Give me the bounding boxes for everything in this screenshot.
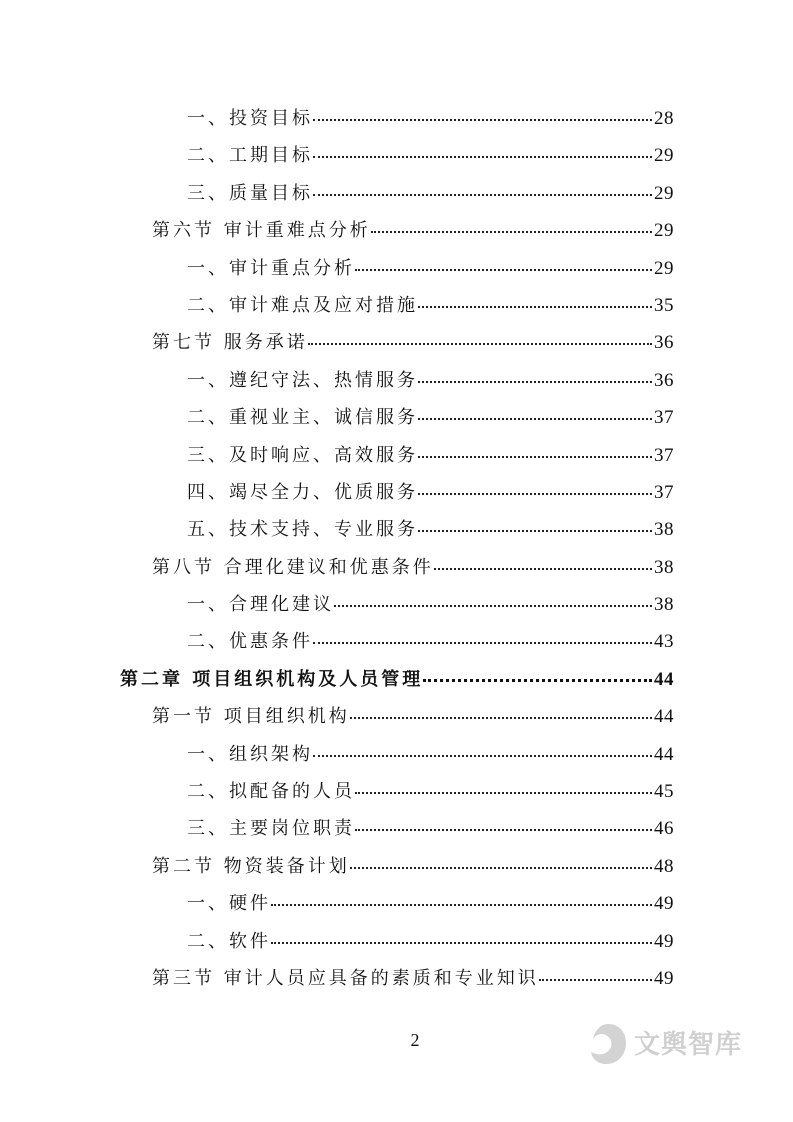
dot-leader (418, 493, 652, 495)
dot-leader (355, 792, 652, 794)
toc-entry-page: 37 (654, 444, 674, 466)
toc-subsection-row (120, 100, 674, 137)
toc-entry-title: 二、软件 (187, 930, 271, 952)
toc-entry-title: 一、组织架构 (187, 743, 313, 765)
toc-subsection-row (120, 399, 674, 436)
toc-entry-page: 35 (654, 294, 674, 316)
toc-entry-title: 第一节 项目组织机构 (152, 706, 350, 728)
page-number: 2 (410, 1030, 420, 1050)
toc-subsection-row (120, 437, 674, 474)
toc-section-row (120, 212, 674, 249)
toc-subsection-row (120, 773, 674, 810)
toc-entry-page: 38 (654, 594, 674, 616)
toc-entry-page: 49 (654, 967, 674, 989)
toc-entry-title: 第二章 项目组织机构及人员管理 (120, 668, 424, 690)
toc-entry-page: 29 (654, 257, 674, 279)
dot-leader (539, 979, 652, 981)
toc-subsection-row (120, 474, 674, 511)
toc-entry-page: 29 (654, 145, 674, 167)
toc-entry-title: 一、投资目标 (187, 108, 313, 129)
toc-subsection-row (120, 362, 674, 399)
toc-entry-title: 三、质量目标 (187, 182, 313, 204)
toc-entry-page: 49 (654, 893, 674, 915)
toc-section-row (120, 549, 674, 586)
toc-subsection-row (120, 137, 674, 174)
dot-leader (334, 605, 652, 607)
toc-entry-title: 二、重视业主、诚信服务 (187, 407, 418, 429)
dot-leader (308, 343, 652, 345)
toc-entry-title: 第六节 审计重难点分析 (152, 220, 371, 242)
dot-leader (371, 231, 652, 233)
toc-entry-page: 29 (654, 182, 674, 204)
toc-entry-title: 二、工期目标 (187, 145, 313, 167)
dot-leader (355, 269, 652, 271)
dot-leader (418, 306, 652, 308)
toc-entry-title: 第八节 合理化建议和优惠条件 (152, 556, 434, 578)
toc-section-row (120, 324, 674, 361)
toc-entry-title: 四、竭尽全力、优质服务 (187, 481, 418, 503)
dot-leader (418, 418, 652, 420)
toc-subsection-row (120, 810, 674, 847)
toc-entry-page: 36 (654, 332, 674, 354)
toc-entry-page: 45 (654, 781, 674, 803)
toc-subsection-row (120, 250, 674, 287)
dot-leader (313, 156, 652, 158)
toc-entry-title: 二、拟配备的人员 (187, 781, 355, 803)
toc-entry-page: 44 (654, 743, 674, 765)
toc-entry-page: 48 (654, 855, 674, 877)
toc-entry-title: 二、优惠条件 (187, 631, 313, 653)
toc-subsection-row (120, 511, 674, 548)
dot-leader (313, 194, 652, 196)
toc-section-row (120, 848, 674, 885)
table-of-contents (120, 100, 674, 997)
toc-entry-page: 28 (654, 108, 674, 129)
watermark-text: 文舆智库 (634, 1030, 743, 1060)
dot-leader (271, 904, 652, 906)
dot-leader (313, 642, 652, 644)
watermark (588, 1018, 758, 1074)
toc-subsection-row (120, 175, 674, 212)
toc-chapter-row (120, 661, 674, 698)
toc-entry-title: 一、硬件 (187, 893, 271, 915)
toc-entry-title: 二、审计难点及应对措施 (187, 294, 418, 316)
toc-entry-title: 第七节 服务承诺 (152, 332, 308, 354)
toc-entry-page: 49 (654, 930, 674, 952)
dot-leader (350, 717, 652, 719)
dot-leader (434, 568, 652, 570)
toc-entry-title: 一、合理化建议 (187, 594, 334, 616)
toc-entry-page: 36 (654, 369, 674, 391)
toc-entry-title: 三、主要岗位职责 (187, 818, 355, 840)
toc-entry-title: 一、审计重点分析 (187, 257, 355, 279)
toc-subsection-row (120, 586, 674, 623)
toc-entry-title: 三、及时响应、高效服务 (187, 444, 418, 466)
toc-entry-page: 44 (654, 668, 674, 690)
toc-entry-page: 29 (654, 220, 674, 242)
dot-leader (271, 942, 652, 944)
toc-entry-page: 44 (654, 706, 674, 728)
toc-entry-title: 第二节 物资装备计划 (152, 855, 350, 877)
toc-subsection-row (120, 736, 674, 773)
toc-subsection-row (120, 287, 674, 324)
toc-entry-title: 第三节 审计人员应具备的素质和专业知识 (152, 967, 539, 989)
toc-entry-page: 37 (654, 481, 674, 503)
dot-leader (418, 381, 652, 383)
toc-entry-page: 38 (654, 519, 674, 541)
dot-leader (418, 456, 652, 458)
dot-leader (350, 867, 652, 869)
logo-icon (588, 1022, 628, 1066)
toc-section-row (120, 698, 674, 735)
dot-leader (313, 755, 652, 757)
toc-entry-page: 37 (654, 407, 674, 429)
toc-entry-page: 46 (654, 818, 674, 840)
toc-section-row (120, 960, 674, 997)
toc-entry-title: 一、遵纪守法、热情服务 (187, 369, 418, 391)
toc-entry-title: 五、技术支持、专业服务 (187, 519, 418, 541)
dot-leader (313, 119, 652, 121)
dot-leader (418, 530, 652, 532)
dot-leader (423, 679, 652, 682)
dot-leader (355, 829, 652, 831)
toc-subsection-row (120, 885, 674, 922)
toc-entry-page: 43 (654, 631, 674, 653)
toc-entry-page: 38 (654, 556, 674, 578)
toc-subsection-row (120, 923, 674, 960)
toc-subsection-row (120, 623, 674, 660)
